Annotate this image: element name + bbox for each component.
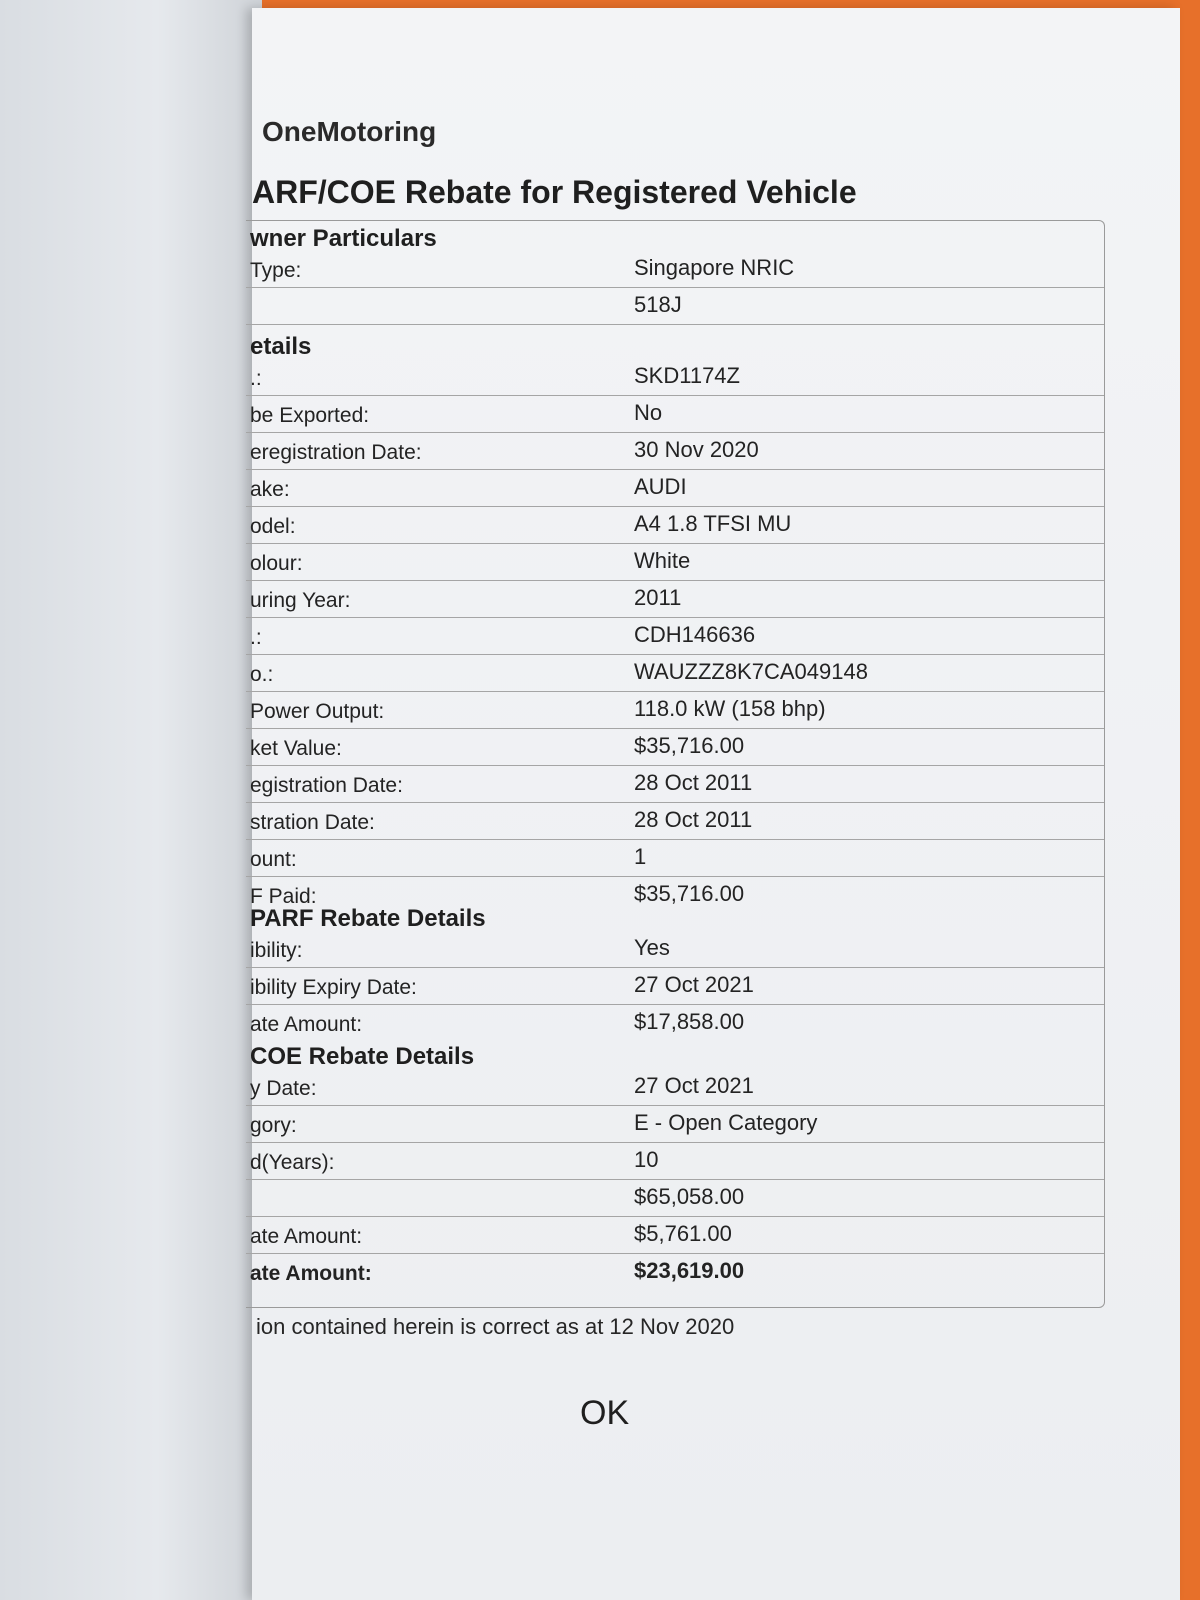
row-parf-rebate-amount — [246, 1005, 1104, 1041]
row-value: SKD1174Z — [634, 363, 740, 388]
row-value: E - Open Category — [634, 1110, 818, 1135]
row-value: 30 Nov 2020 — [634, 437, 759, 462]
row-value: $17,858.00 — [634, 1009, 745, 1034]
row-label: y Date: — [250, 1077, 317, 1100]
row-coe-period — [246, 1143, 1104, 1180]
row-label: uring Year: — [250, 589, 351, 612]
row-label: F Paid: — [250, 885, 317, 908]
row-label: Type: — [250, 259, 302, 282]
row-vehicle-no — [246, 359, 1104, 396]
row-exported — [246, 396, 1104, 433]
rebate-details-panel — [246, 220, 1105, 1308]
row-label: .: — [250, 367, 262, 390]
row-label: d(Years): — [250, 1151, 335, 1174]
document-page — [252, 8, 1180, 1600]
row-value: WAUZZZ8K7CA049148 — [634, 659, 868, 684]
row-original-registration-date — [246, 766, 1104, 803]
row-label: o.: — [250, 663, 274, 686]
row-value: 28 Oct 2011 — [634, 770, 753, 795]
row-model — [246, 507, 1104, 544]
row-owner-id — [246, 288, 1104, 325]
row-coe-category — [246, 1106, 1104, 1143]
row-value: 1 — [634, 844, 647, 869]
row-label: be Exported: — [250, 404, 370, 427]
section-parf-rebate: PARF Rebate Details — [250, 905, 486, 932]
row-label: eregistration Date: — [250, 441, 422, 464]
row-label: Power Output: — [250, 700, 385, 723]
row-label: ket Value: — [250, 737, 342, 760]
facing-page — [0, 0, 262, 1600]
row-coe-rebate-amount — [246, 1217, 1104, 1254]
row-label: gory: — [250, 1114, 297, 1137]
row-label: odel: — [250, 515, 296, 538]
row-label: ount: — [250, 848, 297, 871]
row-value: $23,619.00 — [634, 1258, 745, 1283]
row-value: AUDI — [634, 474, 687, 499]
row-label: stration Date: — [250, 811, 375, 834]
ok-button[interactable]: OK — [580, 1394, 630, 1432]
row-value: Singapore NRIC — [634, 255, 795, 280]
row-value: 518J — [634, 292, 682, 317]
section-owner-particulars: wner Particulars — [250, 225, 437, 252]
row-label: ibility Expiry Date: — [250, 976, 417, 999]
row-value: 27 Oct 2021 — [634, 1073, 754, 1098]
row-label: ate Amount: — [250, 1013, 363, 1036]
row-label: olour: — [250, 552, 303, 575]
row-engine-no — [246, 618, 1104, 655]
row-label: ake: — [250, 478, 290, 501]
row-manufacturing-year — [246, 581, 1104, 618]
row-value: No — [634, 400, 663, 425]
row-parf-eligibility — [246, 931, 1104, 968]
row-label: egistration Date: — [250, 774, 403, 797]
row-parf-eligibility-expiry — [246, 968, 1104, 1005]
row-value: 28 Oct 2011 — [634, 807, 753, 832]
row-value: White — [634, 548, 691, 573]
row-market-value — [246, 729, 1104, 766]
row-label: ibility: — [250, 939, 303, 962]
row-value: CDH146636 — [634, 622, 756, 647]
row-value: $35,716.00 — [634, 881, 745, 906]
page-title: ARF/COE Rebate for Registered Vehicle — [252, 174, 857, 210]
row-value: $65,058.00 — [634, 1184, 745, 1209]
row-label: .: — [250, 626, 262, 649]
disclaimer-text: ion contained herein is correct as at 12 Nov 2020 — [256, 1314, 735, 1339]
row-value: Yes — [634, 935, 670, 960]
row-colour — [246, 544, 1104, 581]
row-value: $35,716.00 — [634, 733, 745, 758]
row-label: ate Amount: — [250, 1225, 363, 1248]
row-chassis-no — [246, 655, 1104, 692]
row-value: A4 1.8 TFSI MU — [634, 511, 792, 536]
row-coe-qp-paid — [246, 1180, 1104, 1217]
row-registration-date — [246, 803, 1104, 840]
row-transfer-count — [246, 840, 1104, 877]
section-vehicle-details: etails — [250, 333, 312, 360]
row-value: $5,761.00 — [634, 1221, 732, 1246]
row-make — [246, 470, 1104, 507]
row-value: 2011 — [634, 585, 682, 610]
row-value: 118.0 kW (158 bhp) — [634, 696, 826, 721]
brand-logo: OneMotoring — [262, 116, 437, 147]
row-label: ate Amount: — [250, 1262, 372, 1285]
row-power-output — [246, 692, 1104, 729]
row-value: 10 — [634, 1147, 659, 1172]
row-total-rebate-amount — [246, 1254, 1104, 1290]
row-owner-type — [246, 251, 1104, 288]
row-coe-expiry-date — [246, 1069, 1104, 1106]
section-coe-rebate: COE Rebate Details — [250, 1043, 475, 1070]
row-deregistration-date — [246, 433, 1104, 470]
row-value: 27 Oct 2021 — [634, 972, 754, 997]
